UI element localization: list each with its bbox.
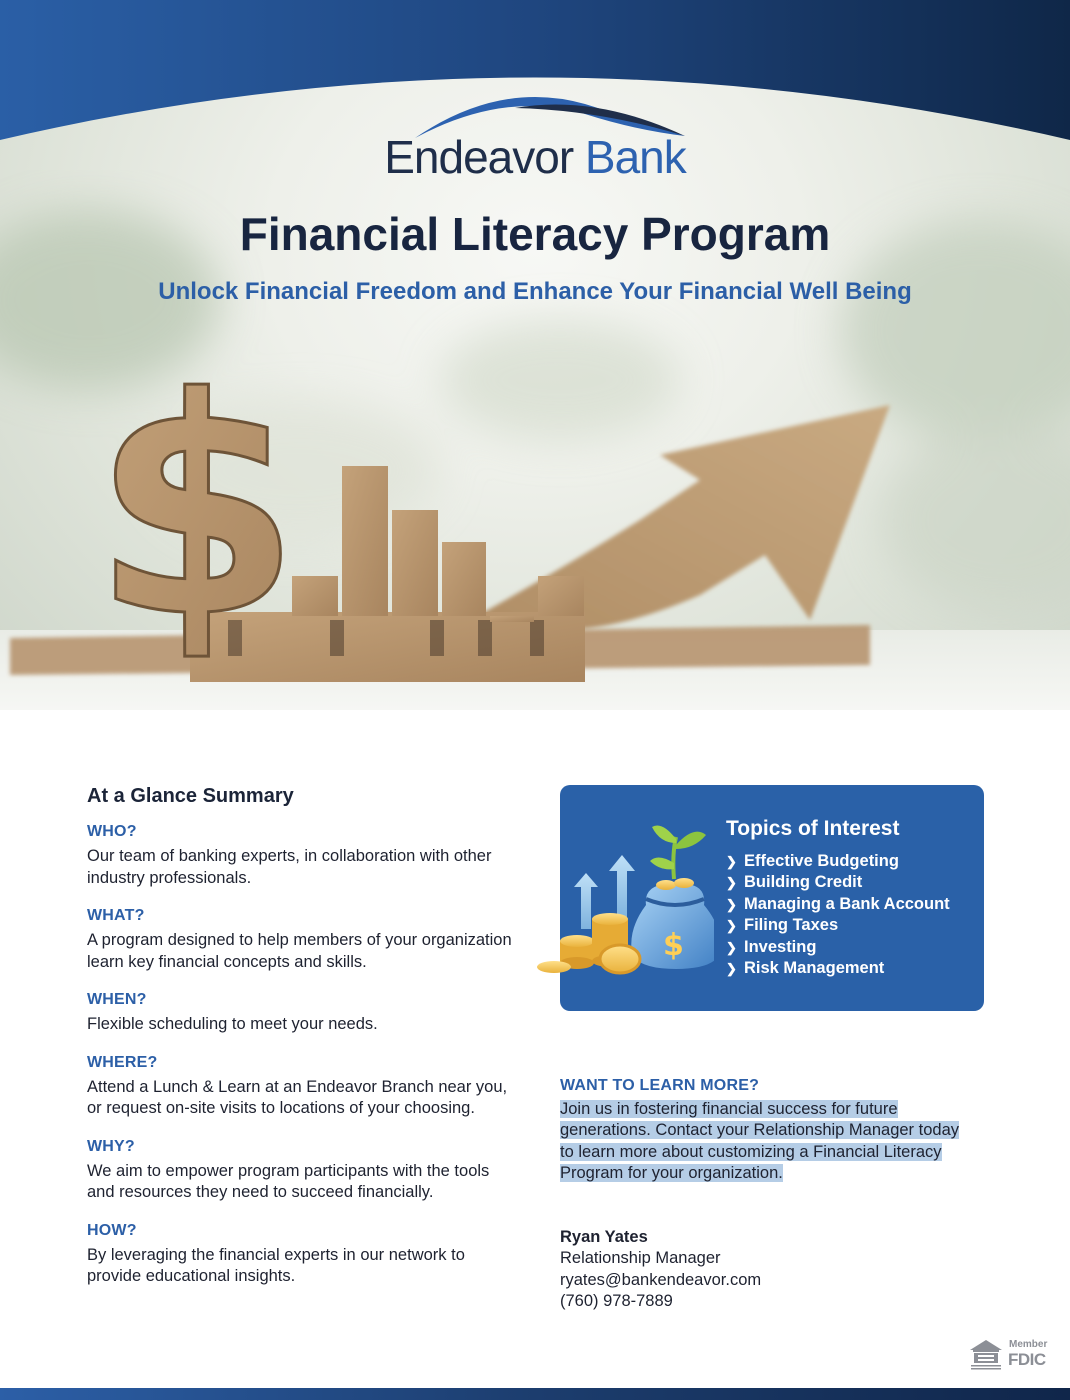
learn-more-line: to learn more about customizing a Financial Literacy [560,1142,942,1161]
topic-label: Effective Budgeting [744,852,899,870]
svg-text:$: $ [663,928,684,963]
chevron-right-icon: ❯ [726,875,737,891]
contact-title: Relationship Manager [560,1249,721,1268]
list-item [726,937,950,958]
summary-text: A program designed to help members of your organization learn key financial concepts and skills. [87,931,512,971]
summary-label: WHERE? [87,1053,158,1071]
summary-label: HOW? [87,1221,137,1239]
fdic-logo: FDIC [1008,1350,1046,1369]
contact-phone[interactable]: (760) 978-7889 [560,1292,673,1311]
list-item [726,894,950,915]
summary-item-what [87,906,517,973]
learn-more-line: generations. Contact your Relationship Manager today [560,1121,959,1140]
summary-label: WHAT? [87,907,145,924]
logo-name-endeavor: Endeavor [384,131,574,183]
page-title: Financial Literacy Program [239,208,831,260]
learn-more-line: Program for your organization. [560,1164,783,1183]
summary-item-where [87,1053,517,1120]
summary-text: By leveraging the financial experts in our network to provide educational insights. [87,1245,465,1285]
equal-housing-lender-icon [968,1338,1004,1370]
page-subtitle: Unlock Financial Freedom and Enhance Your Financial Well Being [158,278,912,305]
summary-item-when [87,990,517,1036]
topics-list [726,851,950,979]
learn-more-heading: WANT TO LEARN MORE? [560,1077,760,1094]
list-item [726,915,950,936]
chevron-right-icon: ❯ [726,961,737,977]
topic-label: Investing [744,937,817,956]
summary-section [87,782,517,1305]
footer-bar [0,1388,1070,1400]
contact-card [560,1227,960,1313]
summary-text: We aim to empower program participants with the tools and resources they need to succeed financially. [87,1161,490,1201]
dollar-growth-illustration [0,320,1070,710]
summary-heading: At a Glance Summary [87,785,294,807]
list-item [726,851,950,872]
topic-label: Building Credit [744,873,863,892]
learn-more-text[interactable] [560,1099,1000,1185]
summary-item-how [87,1221,517,1288]
contact-email[interactable]: ryates@bankendeavor.com [560,1270,762,1289]
chevron-right-icon: ❯ [726,939,737,955]
money-bag-coins-icon [534,819,714,989]
list-item [726,872,950,893]
learn-more-section [560,1076,1000,1185]
summary-text: Our team of banking experts, in collaboration with other industry professionals. [87,847,492,887]
summary-item-who [87,822,517,889]
topics-heading: Topics of Interest [726,817,900,840]
logo-name-bank: Bank [584,131,686,183]
contact-name: Ryan Yates [560,1228,648,1246]
svg-text:$: $ [92,334,301,683]
summary-text: Flexible scheduling to meet your needs. [87,1015,378,1033]
topic-label: Managing a Bank Account [744,894,950,913]
topics-card [560,785,984,1011]
chevron-right-icon: ❯ [726,918,737,934]
fdic-member-label: Member [1009,1339,1048,1350]
learn-more-line: Join us in fostering financial success for future [560,1100,898,1118]
topic-label: Risk Management [744,959,885,978]
summary-label: WHEN? [87,991,147,1008]
chevron-right-icon: ❯ [726,854,737,869]
summary-text: Attend a Lunch & Learn at an Endeavor Branch near you, or request on-site visits to locations of your choosing. [87,1077,508,1117]
topic-label: Filing Taxes [744,916,839,935]
list-item [726,958,950,979]
summary-label: WHO? [87,823,137,840]
summary-item-why [87,1137,517,1204]
chevron-right-icon: ❯ [726,896,737,912]
summary-label: WHY? [87,1137,135,1155]
